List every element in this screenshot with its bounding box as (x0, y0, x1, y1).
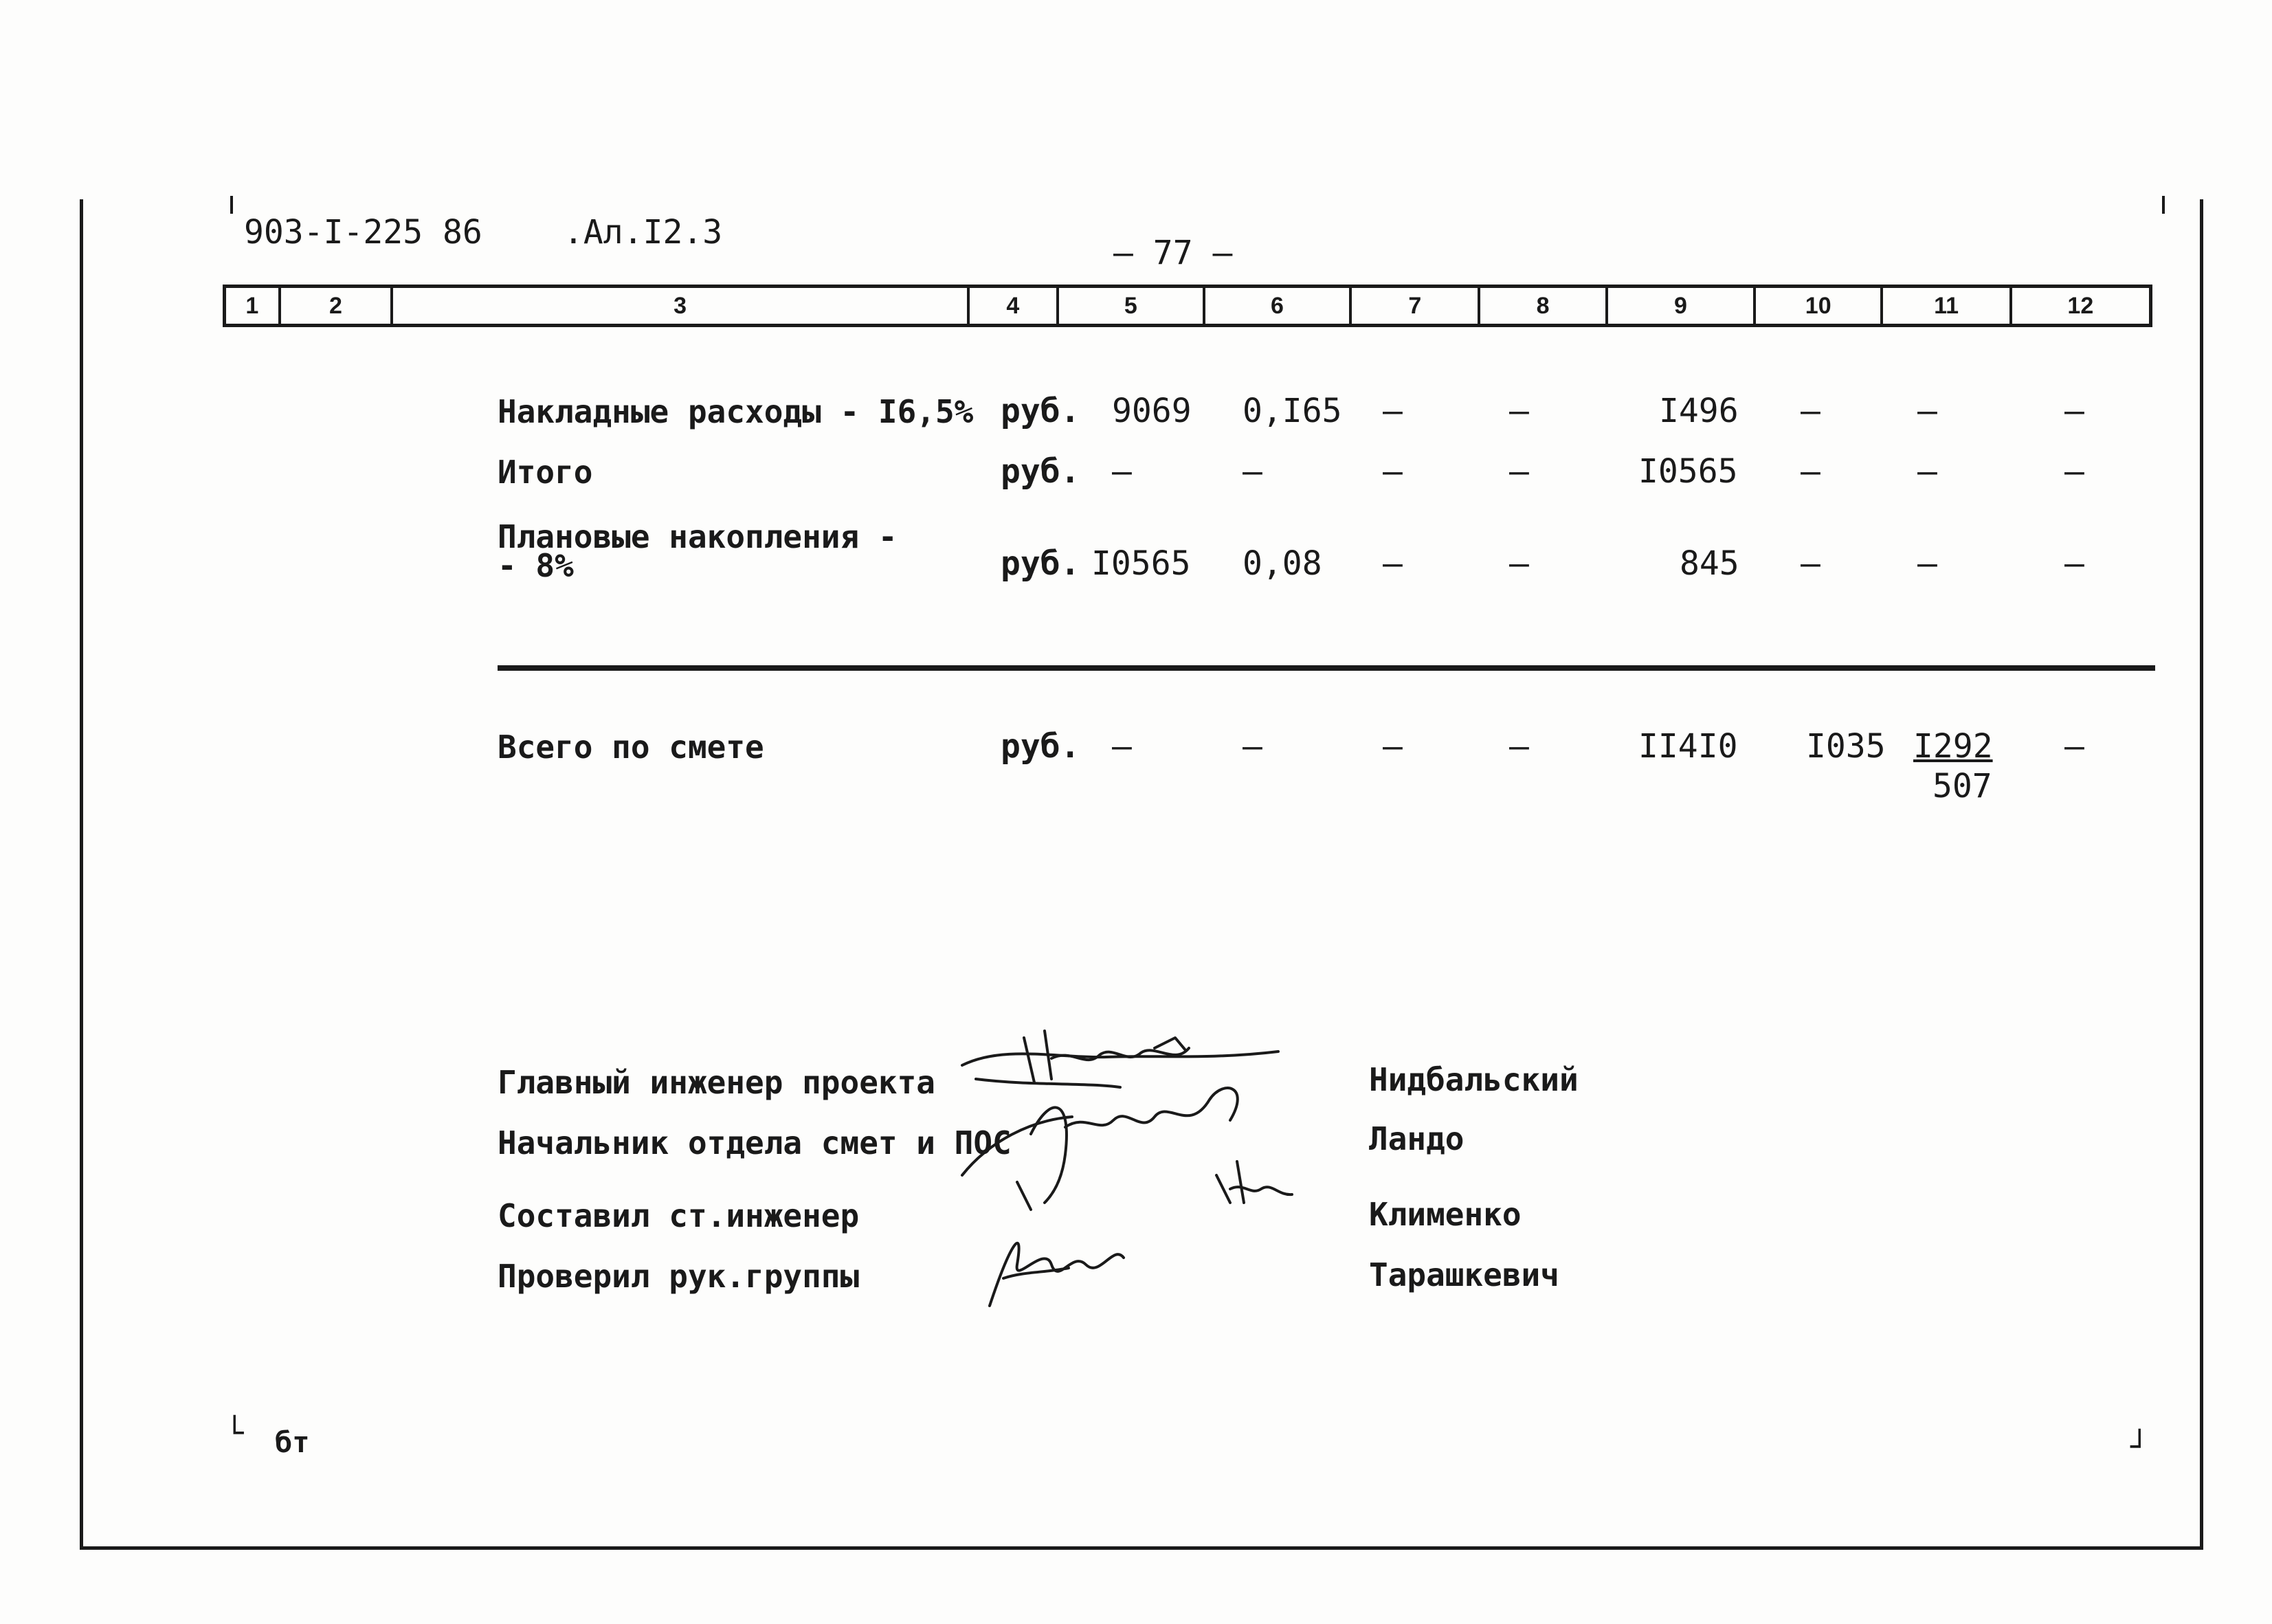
row-unit: руб. (1001, 544, 1080, 583)
cell-col10: – (1801, 392, 1820, 430)
corner-bracket-left-icon: └ (225, 1416, 244, 1451)
signoff-role: Составил ст.инженер (498, 1197, 860, 1234)
footer-mark: бт (275, 1425, 310, 1459)
total-col8: – (1509, 727, 1529, 766)
signoff-name: Клименко (1369, 1196, 1522, 1233)
signature-stroke (1155, 1038, 1185, 1050)
column-header: 3 (393, 288, 970, 324)
cell-col11: – (1917, 452, 1937, 491)
cell-col9: 845 (1680, 544, 1739, 583)
cell-col12: – (2064, 544, 2084, 583)
row-label-continuation: - 8% (498, 547, 574, 584)
signature-stroke (976, 1079, 1120, 1087)
column-header: 2 (281, 288, 393, 324)
signoff-role: Главный инженер проекта (498, 1064, 935, 1101)
signature-stroke (1237, 1161, 1244, 1203)
total-separator (498, 665, 2155, 671)
total-col12: – (2064, 727, 2084, 766)
row-label: Накладные расходы - I6,5% (498, 393, 974, 430)
signature-stroke (962, 1117, 1072, 1175)
cell-col8: – (1509, 392, 1529, 430)
total-col7: – (1383, 727, 1403, 766)
total-label: Всего по смете (498, 728, 764, 766)
signature-stroke (1031, 1088, 1238, 1203)
cell-col7: – (1383, 392, 1403, 430)
corner-bracket-right-icon: ┘ (2130, 1430, 2149, 1465)
cell-col6: 0,08 (1243, 544, 1322, 583)
cell-col11: – (1917, 392, 1937, 430)
column-header: 1 (226, 288, 281, 324)
cell-col12: – (2064, 392, 2084, 430)
cell-col10: – (1801, 452, 1820, 491)
cell-col10: – (1801, 544, 1820, 583)
column-header: 5 (1059, 288, 1205, 324)
column-header: 9 (1608, 288, 1756, 324)
page-number: — 77 — (1113, 234, 1233, 272)
row-unit: руб. (1001, 392, 1080, 430)
signature-stroke (1017, 1182, 1031, 1210)
total-col11-top: I292 (1913, 727, 1993, 766)
cell-col7: – (1383, 544, 1403, 583)
cell-col8: – (1509, 452, 1529, 491)
column-header: 8 (1480, 288, 1607, 324)
document-sheet: .Ал.I2.3 (564, 213, 723, 252)
cell-col7: – (1383, 452, 1403, 491)
row-label: Итого (498, 454, 593, 491)
column-header-strip (223, 285, 2152, 327)
total-unit: руб. (1001, 727, 1080, 766)
cell-col12: – (2064, 452, 2084, 491)
total-col6: – (1243, 727, 1262, 766)
total-col10: I035 (1806, 727, 1886, 766)
column-header: 12 (2067, 292, 2094, 319)
cell-col6: 0,I65 (1243, 392, 1342, 430)
cell-col5: 9069 (1112, 392, 1192, 430)
signoff-role: Начальник отдела смет и ПОС (498, 1124, 1012, 1161)
cell-col11: – (1917, 544, 1937, 583)
corner-tick-left (230, 196, 233, 214)
signoff-name: Нидбальский (1369, 1061, 1579, 1098)
total-col9: II4I0 (1638, 727, 1738, 766)
cell-col9: I496 (1659, 392, 1739, 430)
column-header: 6 (1205, 288, 1352, 324)
signoff-name: Ландо (1369, 1120, 1464, 1157)
row-unit: руб. (1001, 452, 1080, 491)
signature-stroke (1216, 1175, 1292, 1203)
corner-tick-right (2162, 196, 2165, 214)
cell-col8: – (1509, 544, 1529, 583)
column-header: 4 (970, 288, 1059, 324)
signoff-name: Тарашкевич (1369, 1256, 1559, 1293)
signature-stroke (990, 1243, 1124, 1306)
cell-col5: I0565 (1091, 544, 1191, 583)
column-header: 10 (1756, 288, 1883, 324)
cell-col6: – (1243, 452, 1262, 491)
total-col11-bottom: 507 (1933, 767, 1992, 805)
row-label: Плановые накопления - (498, 518, 898, 555)
total-col5: – (1112, 727, 1132, 766)
cell-col9: I0565 (1638, 452, 1738, 491)
signoff-role: Проверил рук.группы (498, 1258, 860, 1295)
column-header: 11 (1883, 288, 2012, 324)
handwritten-signatures (948, 1017, 1306, 1320)
column-header: 7 (1352, 288, 1480, 324)
cell-col5: – (1112, 452, 1132, 491)
document-code: 903-I-225 86 (244, 213, 482, 252)
